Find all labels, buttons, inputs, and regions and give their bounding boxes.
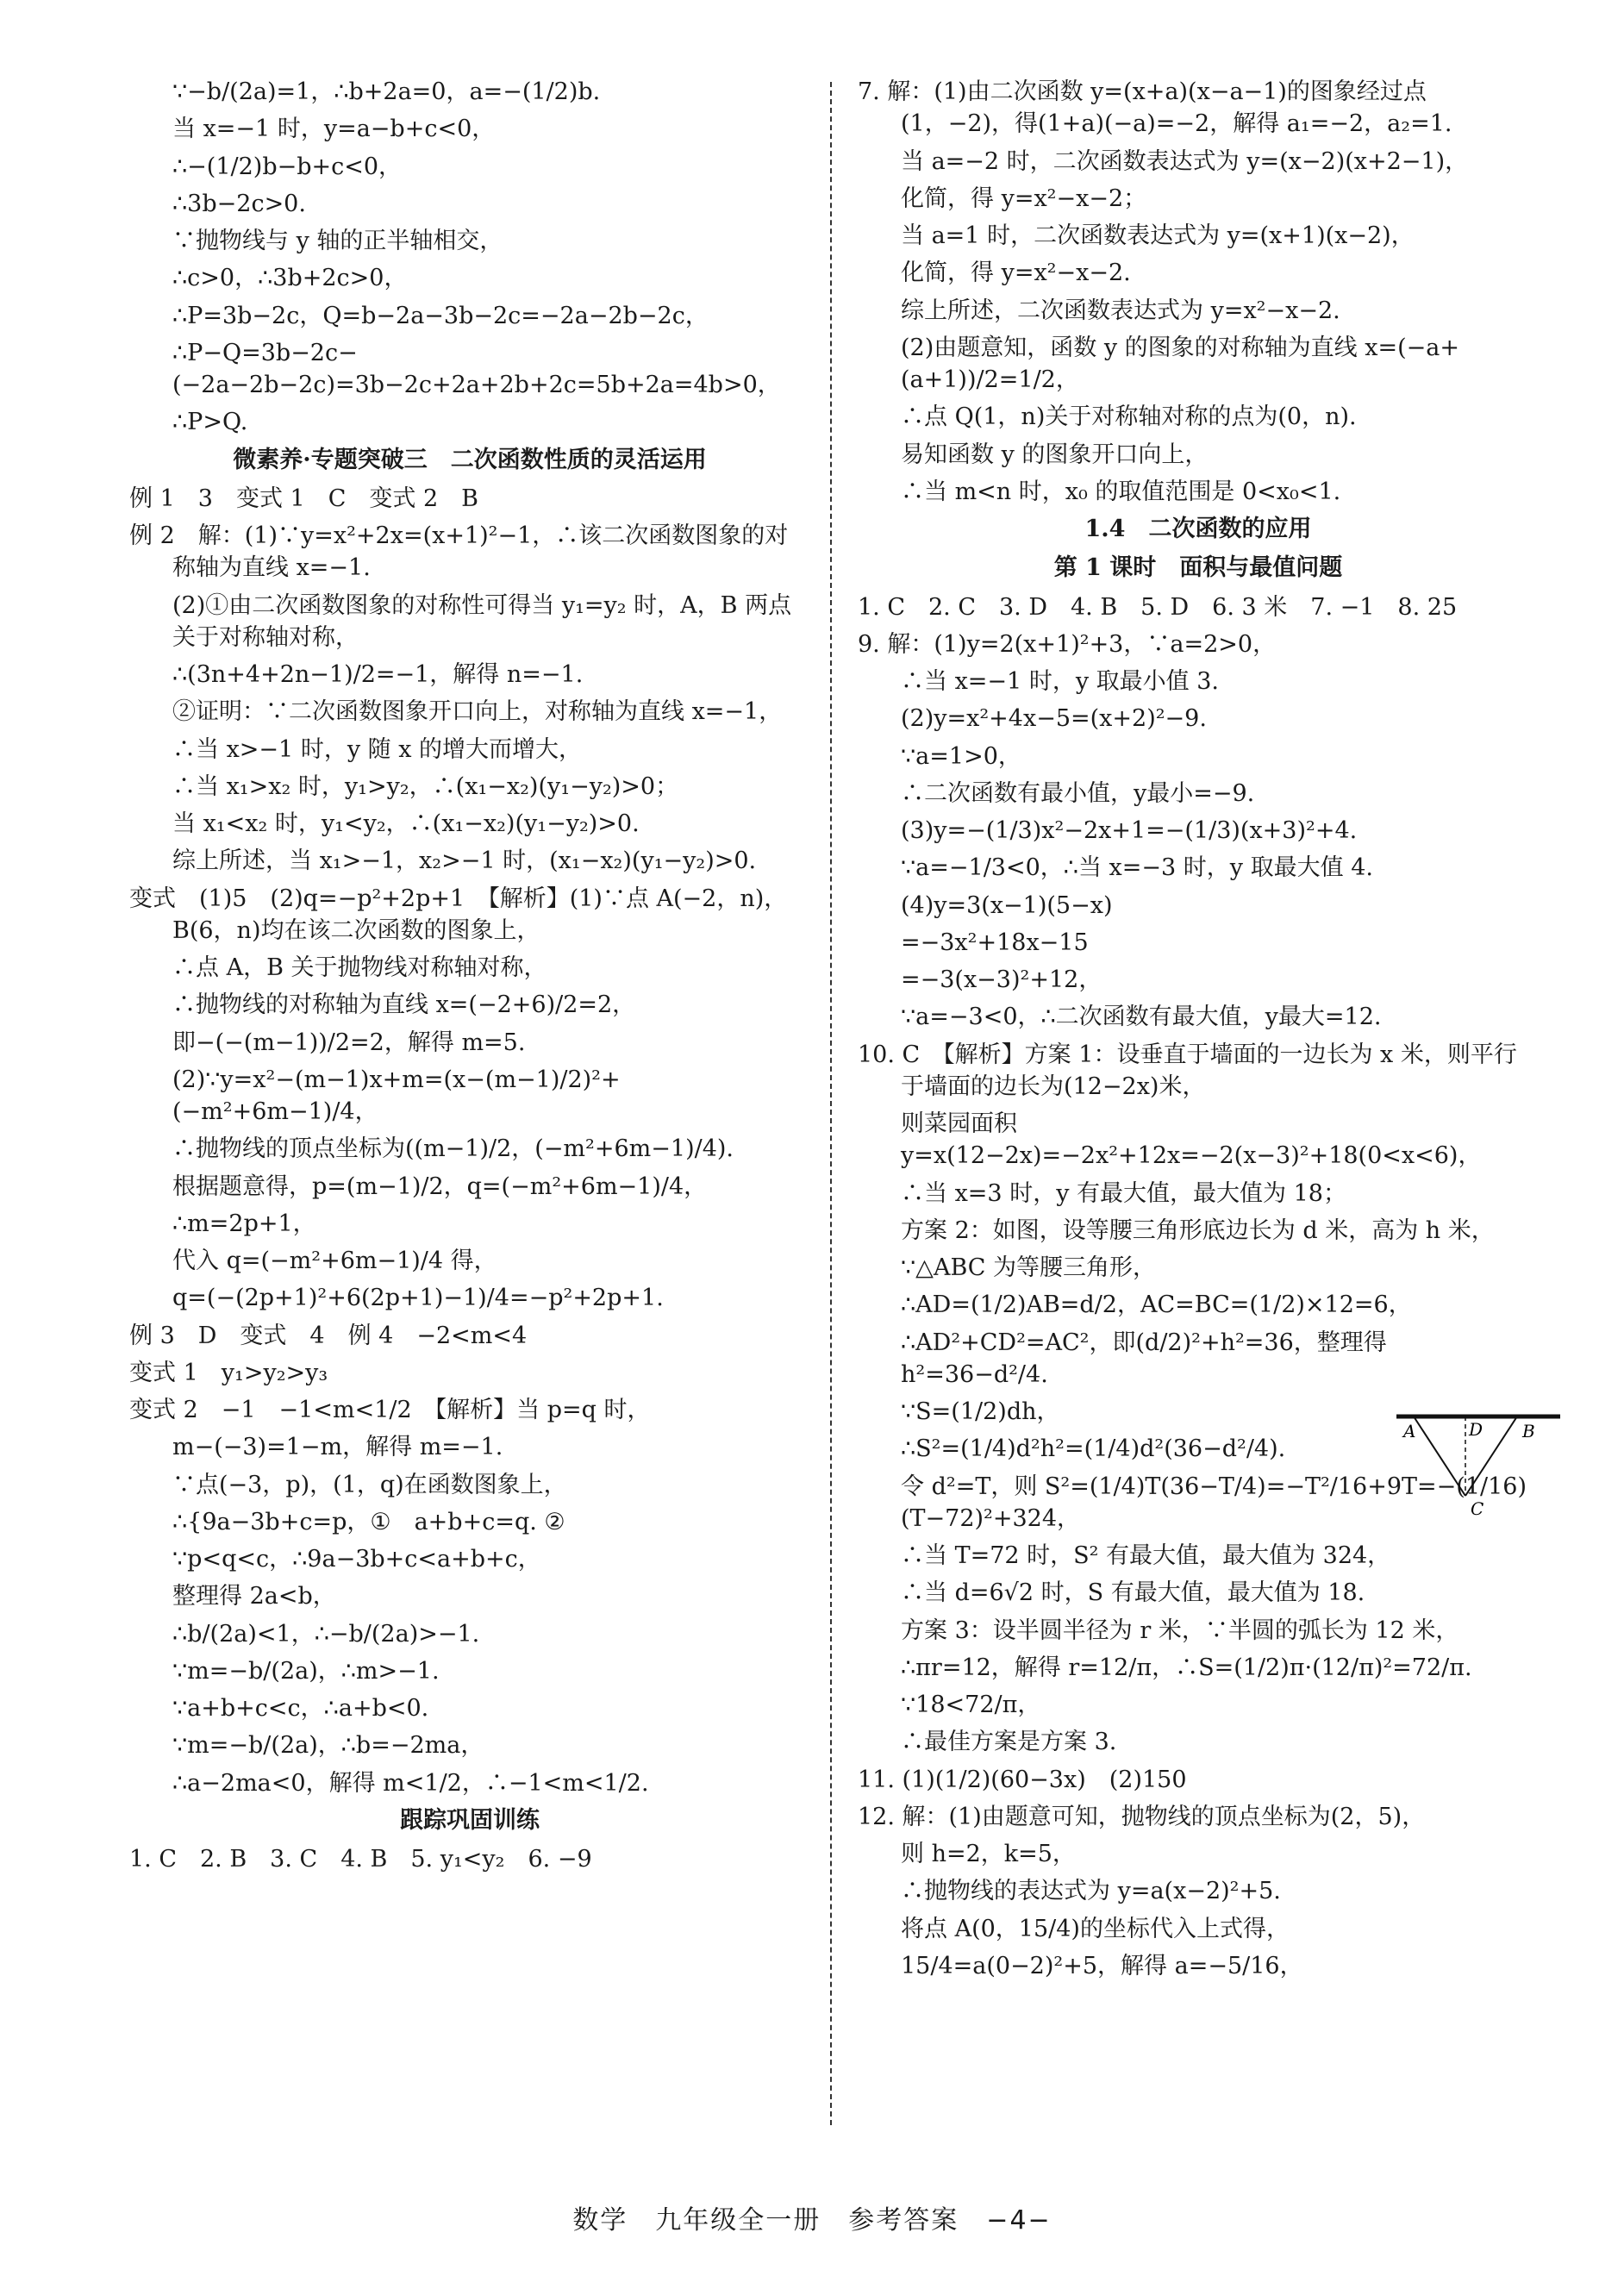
left-line: ∴P−Q=3b−2c−(−2a−2b−2c)=3b−2c+2a+2b+2c=5b+2a=4b>0， xyxy=(172,339,781,398)
right-line: ∵a=1>0， xyxy=(901,742,1021,770)
left-line: ∵a+b+c<c，∴a+b<0. xyxy=(172,1695,429,1722)
left-line: ②证明：∵二次函数图象开口向上，对称轴为直线 x=−1， xyxy=(172,698,783,726)
right-line: 将点 A(0，15/4)的坐标代入上式得， xyxy=(901,1915,1290,1942)
left-line: ∴P=3b−2c，Q=b−2a−3b−2c=−2a−2b−2c， xyxy=(172,302,709,329)
label-a: A xyxy=(1403,1421,1416,1441)
right-line: 9. 解：(1)y=2(x+1)²+3，∵a=2>0， xyxy=(858,630,1277,658)
left-line: ∴b/(2a)<1，∴−b/(2a)>−1. xyxy=(172,1620,480,1648)
right-column xyxy=(858,76,1539,1987)
right-line: ∴AD²+CD²=AC²，即(d/2)²+h²=36，整理得 h²=36−d²/4. xyxy=(901,1329,1395,1388)
right-line: 当 a=−2 时，二次函数表达式为 y=(x−2)(x+2−1)， xyxy=(901,147,1469,175)
left-line: ∴抛物线的对称轴为直线 x=(−2+6)/2=2， xyxy=(172,991,636,1019)
right-line: =−3(x−3)²+12， xyxy=(901,966,1102,993)
left-line: 当 x=−1 时，y=a−b+c<0， xyxy=(172,116,496,143)
label-b: B xyxy=(1522,1421,1535,1441)
right-line: ∴AD=(1/2)AB=d/2，AC=BC=(1/2)×12=6， xyxy=(901,1291,1412,1319)
left-line: 变式 1 y₁>y₂>y₃ xyxy=(129,1359,328,1386)
left-line: ∴3b−2c>0. xyxy=(172,190,306,217)
left-line: ∴a−2ma<0，解得 m<1/2，∴−1<m<1/2. xyxy=(172,1769,649,1797)
right-line: 方案 3：设半圆半径为 r 米，∵半圆的弧长为 12 米， xyxy=(901,1617,1459,1644)
right-line: 令 d²=T，则 S²=(1/4)T(36−T/4)=−T²/16+9T=−(1/16)(T−72)²+324， xyxy=(901,1473,1527,1532)
label-c: C xyxy=(1471,1498,1484,1519)
right-line: ∴二次函数有最小值，y最小=−9. xyxy=(901,779,1255,807)
column-divider xyxy=(830,82,832,2125)
left-line: 变式 2 −1 −1<m<1/2 【解析】当 p=q 时， xyxy=(129,1397,651,1423)
left-line: ∴当 x₁>x₂ 时，y₁>y₂，∴(x₁−x₂)(y₁−y₂)>0； xyxy=(172,772,679,800)
right-line: (2)由题意知，函数 y 的图象的对称轴为直线 x=(−a+(a+1))/2=1/2， xyxy=(901,334,1459,393)
right-line: 则菜园面积 y=x(12−2x)=−2x²+12x=−2(x−3)²+18(0<x<6)， xyxy=(901,1110,1482,1170)
right-line: ∴抛物线的表达式为 y=a(x−2)²+5. xyxy=(901,1878,1281,1905)
left-line: ∴抛物线的顶点坐标为((m−1)/2，(−m²+6m−1)/4). xyxy=(172,1135,734,1163)
right-line: 化简，得 y=x²−x−2； xyxy=(901,184,1147,212)
left-line: ∵p<q<c，∴9a−3b+c<a+b+c， xyxy=(172,1546,541,1573)
left-line: 例 2 解：(1)∵y=x²+2x=(x+1)²−1，∴该二次函数图象的对称轴为直线 x=−1. xyxy=(129,522,789,582)
left-line: 跟踪巩固训练 xyxy=(400,1806,540,1834)
right-line: 当 a=1 时，二次函数表达式为 y=(x+1)(x−2)， xyxy=(901,222,1415,249)
right-line: 7. 解：(1)由二次函数 y=(x+a)(x−a−1)的图象经过点(1，−2)，得(1+a)(−a)=−2，解得 a₁=−2，a₂=1. xyxy=(858,78,1452,138)
right-line: ∴πr=12，解得 r=12/π，∴S=(1/2)π·(12/π)²=72/π. xyxy=(901,1654,1472,1681)
right-line: 1. C 2. C 3. D 4. B 5. D 6. 3 米 7. −1 8. 25 xyxy=(858,593,1458,621)
left-line: 1. C 2. B 3. C 4. B 5. y₁<y₂ 6. −9 xyxy=(129,1846,592,1873)
triangle-diagram xyxy=(1396,1410,1569,1530)
right-line: (2)y=x²+4x−5=(x+2)²−9. xyxy=(901,705,1207,733)
left-line: ∴当 x>−1 时，y 随 x 的增大而增大， xyxy=(172,735,583,763)
left-line: ∵m=−b/(2a)，∴b=−2ma， xyxy=(172,1732,484,1760)
left-line: (2)①由二次函数图象的对称性可得当 y₁=y₂ 时，A，B 两点关于对称轴对称， xyxy=(172,591,792,651)
left-line: ∴m=2p+1， xyxy=(172,1210,316,1237)
right-line: ∴当 x=−1 时，y 取最小值 3. xyxy=(901,668,1219,695)
page-footer: 数学 九年级全一册 参考答案 −4− xyxy=(572,2205,1052,2236)
left-line: (2)∵y=x²−(m−1)x+m=(x−(m−1)/2)²+(−m²+6m−1)/4， xyxy=(172,1066,621,1125)
right-line: 综上所述，二次函数表达式为 y=x²−x−2. xyxy=(901,297,1340,324)
right-line: =−3x²+18x−15 xyxy=(901,929,1089,956)
left-line: 变式 (1)5 (2)q=−p²+2p+1 【解析】(1)∵点 A(−2，n)，B(6，n)均在该二次函数的图象上， xyxy=(129,885,788,944)
left-line: 根据题意得，p=(m−1)/2，q=(−m²+6m−1)/4， xyxy=(172,1173,708,1200)
right-line: 12. 解：(1)由题意可知，抛物线的顶点坐标为(2，5)， xyxy=(858,1803,1426,1830)
left-line: ∴−(1/2)b−b+c<0， xyxy=(172,153,403,180)
right-line: ∵18<72/π， xyxy=(901,1692,1041,1718)
right-line: 则 h=2，k=5， xyxy=(901,1841,1076,1867)
left-line: ∴(3n+4+2n−1)/2=−1，解得 n=−1. xyxy=(172,661,584,688)
right-line: 第 1 课时 面积与最值问题 xyxy=(1053,554,1343,582)
left-line: ∵m=−b/(2a)，∴m>−1. xyxy=(172,1657,440,1685)
left-line: m−(−3)=1−m，解得 m=−1. xyxy=(172,1434,503,1461)
left-line: 代入 q=(−m²+6m−1)/4 得， xyxy=(172,1248,497,1274)
right-line: 11. (1)(1/2)(60−3x) (2)150 xyxy=(858,1766,1187,1793)
left-line: 微素养·专题突破三 二次函数性质的灵活运用 xyxy=(233,446,707,473)
right-line: 化简，得 y=x²−x−2. xyxy=(901,260,1131,287)
left-line: ∴{9a−3b+c=p，① a+b+c=q. ② xyxy=(172,1508,565,1535)
left-line: ∴P>Q. xyxy=(172,409,248,436)
right-line: ∴当 d=6√2 时，S 有最大值，最大值为 18. xyxy=(901,1579,1365,1607)
left-line: q=(−(2p+1)²+6(2p+1)−1)/4=−p²+2p+1. xyxy=(172,1285,664,1312)
right-line: ∴S²=(1/4)d²h²=(1/4)d²(36−d²/4). xyxy=(901,1435,1286,1463)
right-line: ∴当 x=3 时，y 有最大值，最大值为 18； xyxy=(901,1179,1346,1207)
right-line: ∴当 m<n 时，x₀ 的取值范围是 0<x₀<1. xyxy=(901,478,1341,505)
right-line: 易知函数 y 的图象开口向上， xyxy=(901,441,1209,468)
left-line: 整理得 2a<b， xyxy=(172,1583,336,1610)
left-line: 当 x₁<x₂ 时，y₁<y₂，∴(x₁−x₂)(y₁−y₂)>0. xyxy=(172,810,640,837)
right-line: 10. C 【解析】方案 1：设垂直于墙面的一边长为 x 米，则平行于墙面的边长为(12−2x)米， xyxy=(858,1041,1517,1100)
right-line: 15/4=a(0−2)²+5，解得 a=−5/16， xyxy=(901,1952,1303,1979)
left-line: ∴点 A，B 关于抛物线对称轴对称， xyxy=(172,954,547,981)
right-line: (3)y=−(1/3)x²−2x+1=−(1/3)(x+3)²+4. xyxy=(901,817,1358,844)
right-line: (4)y=3(x−1)(5−x) xyxy=(901,891,1113,919)
left-column xyxy=(129,76,810,1880)
right-line: ∵a=−3<0，∴二次函数有最大值，y最大=12. xyxy=(901,1004,1382,1031)
right-line: ∴点 Q(1，n)关于对称轴对称的点为(0，n). xyxy=(901,403,1357,431)
left-line: 例 1 3 变式 1 C 变式 2 B xyxy=(129,485,478,512)
right-line: 1.4 二次函数的应用 xyxy=(1084,516,1312,542)
label-d: D xyxy=(1469,1419,1483,1440)
right-line: 方案 2：如图，设等腰三角形底边长为 d 米，高为 h 米， xyxy=(901,1216,1495,1244)
right-line: ∵S=(1/2)dh， xyxy=(901,1398,1060,1425)
left-line: 综上所述，当 x₁>−1，x₂>−1 时，(x₁−x₂)(y₁−y₂)>0. xyxy=(172,847,757,875)
right-line: ∵△ABC 为等腰三角形， xyxy=(901,1254,1157,1281)
left-line: ∵抛物线与 y 轴的正半轴相交， xyxy=(172,228,503,254)
left-line: 例 3 D 变式 4 例 4 −2<m<4 xyxy=(129,1322,528,1349)
right-line: ∵a=−1/3<0，∴当 x=−3 时，y 取最大值 4. xyxy=(901,854,1373,882)
left-line: ∵点(−3，p)，(1，q)在函数图象上， xyxy=(172,1471,567,1498)
right-line: ∴最佳方案是方案 3. xyxy=(901,1729,1117,1756)
right-line: ∴当 T=72 时，S² 有最大值，最大值为 324， xyxy=(901,1542,1391,1569)
left-line: ∴c>0，∴3b+2c>0， xyxy=(172,265,408,292)
left-line: ∵−b/(2a)=1，∴b+2a=0，a=−(1/2)b. xyxy=(172,78,601,105)
left-line: 即−(−(m−1))/2=2，解得 m=5. xyxy=(172,1029,526,1056)
